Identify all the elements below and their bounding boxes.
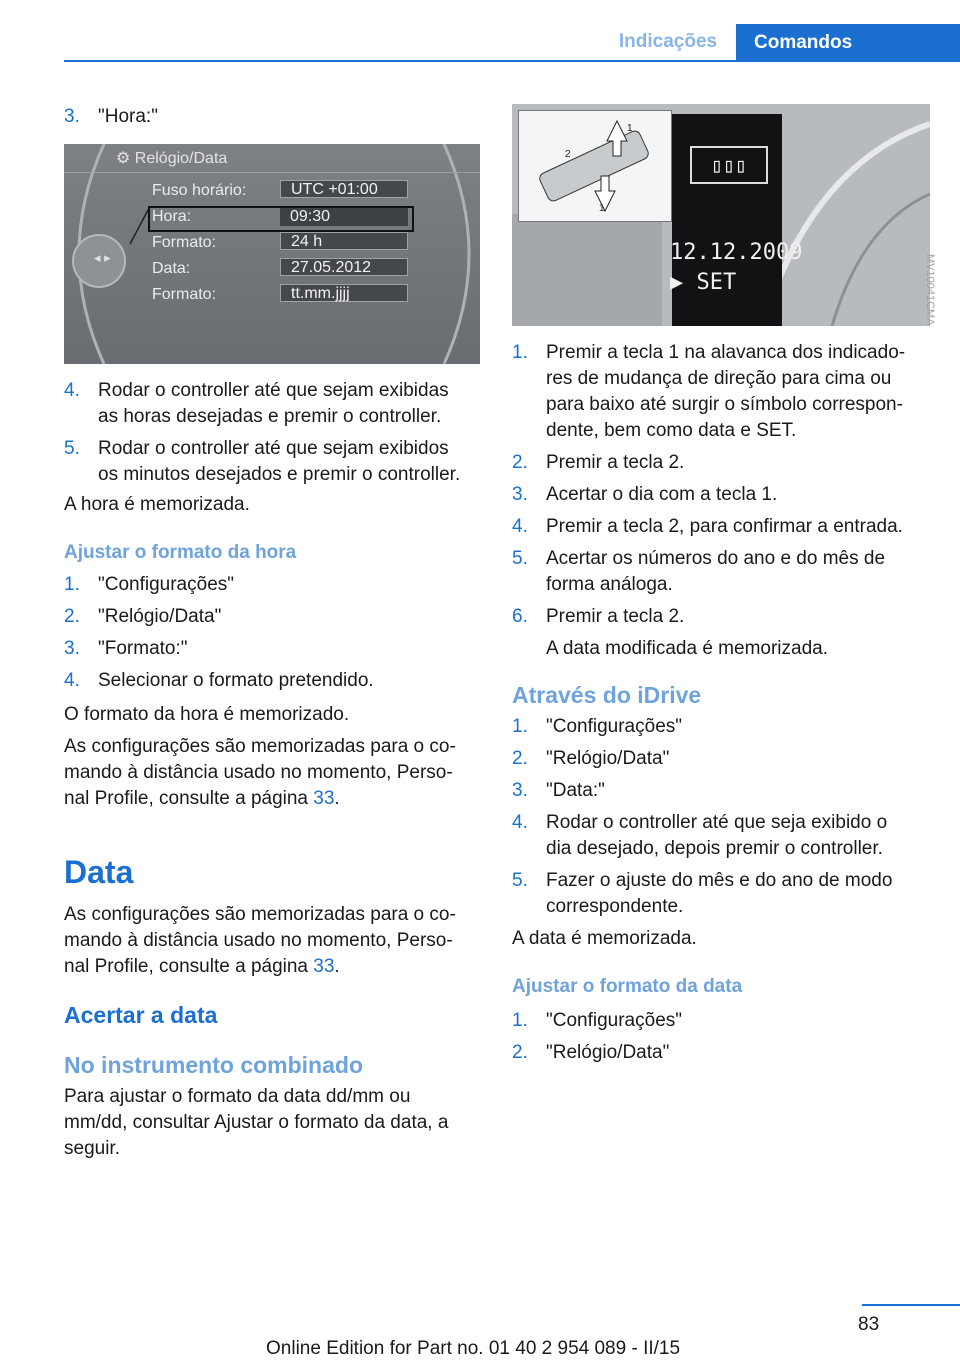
section-heading: Acertar a data [64, 1002, 218, 1028]
list-number: 4. [64, 380, 80, 401]
format-steps-list [64, 572, 484, 694]
memo-text: A hora é memorizada. [64, 494, 250, 515]
screen-title [116, 148, 227, 168]
list-item: 5. Acertar os números do ano e do mês de forma análoga. [512, 548, 886, 595]
idrive-screen-image [64, 144, 480, 364]
svg-text:2: 2 [565, 149, 571, 160]
list-item: 3. "Data:" [512, 780, 605, 801]
row-label: Data: [152, 260, 191, 277]
idrive-steps-list [512, 714, 932, 920]
paragraph: As configurações são memorizadas para o co- mando à distância usado no momento, Perso- nal Profile, consulte a página 33. [64, 904, 456, 977]
list-item: 5. Fazer o ajuste do mês e do ano de modo correspondente. [512, 870, 893, 917]
row-value: UTC +01:00 [280, 180, 408, 198]
row-value: 27.05.2012 [280, 258, 408, 276]
list-item: 1. "Configurações" [512, 1010, 683, 1031]
svg-text:1: 1 [627, 123, 633, 134]
edition-text: Online Edition for Part no. 01 40 2 954 089 - II/15 [266, 1338, 681, 1359]
tab-comandos[interactable]: Comandos [736, 24, 960, 62]
list-number: 3. [64, 106, 80, 127]
page-link[interactable]: 33 [313, 788, 335, 809]
row-value: 09:30 [280, 208, 408, 226]
row-value: tt.mm.jjjj [280, 284, 408, 302]
row-label: Formato: [152, 234, 217, 251]
cluster-date: 12.12.2009 [670, 240, 803, 265]
page-number: 83 [858, 1314, 880, 1335]
lever-inset [518, 110, 672, 222]
row-label: Hora: [152, 208, 192, 225]
list-item: 1. "Configurações" [512, 716, 683, 737]
list-number: 5. [64, 438, 80, 459]
divider [64, 172, 480, 173]
list-item: 3. Acertar o dia com a tecla 1. [512, 484, 778, 505]
svg-text:1: 1 [599, 203, 605, 214]
header-rule [64, 60, 960, 62]
cluster-set: ▶ SET [670, 270, 737, 295]
steps-list [64, 378, 484, 488]
list-item: 2. "Relógio/Data" [512, 1042, 670, 1063]
subsection-heading: No instrumento combinado [64, 1052, 363, 1078]
image-code: MV10041CMA [924, 254, 936, 326]
section-heading: Ajustar o formato da data [512, 976, 743, 997]
list-text: Rodar o controller até que sejam exibidas as horas desejadas e premir o controller. [98, 380, 449, 427]
row-value: 24 h [280, 232, 408, 250]
paragraph: As configurações são memorizadas para o co- mando à distância usado no momento, Perso- nal Profile, consulte a página 33. [64, 736, 456, 809]
list-item: 2. "Relógio/Data" [64, 606, 222, 627]
section-heading: Ajustar o formato da hora [64, 542, 297, 563]
list-item: 4. Premir a tecla 2, para confirmar a entrada. [512, 516, 903, 537]
play-arrow-icon: ▶ [670, 270, 697, 295]
list-text: Rodar o controller até que sejam exibidos os minutos desejados e premir o controller. [98, 438, 461, 485]
memo-text: O formato da hora é memorizado. [64, 704, 350, 725]
list-item [64, 436, 484, 488]
paragraph: Para ajustar o formato da data dd/mm ou mm/dd, consultar Ajustar o formato da data, a seguir. [64, 1086, 449, 1159]
list-item: 1. "Configurações" [64, 574, 235, 595]
list-item: 3. "Formato:" [64, 638, 188, 659]
row-label: Formato: [152, 286, 217, 303]
list-item [64, 104, 484, 130]
controller-arrows-icon: ◂ ▸ [94, 250, 111, 265]
footer-rule [862, 1304, 960, 1306]
tab-indicacoes[interactable]: Indicações [618, 31, 718, 52]
list-item: 4. Selecionar o formato pretendido. [64, 670, 374, 691]
section-heading: Através do iDrive [512, 682, 702, 708]
cluster-steps-list [512, 340, 932, 662]
list-item: 1. Premir a tecla 1 na alavanca dos indicado- res de mudança de direção para cima ou para baixo até surgir o símbolo correspon- dente, bem como data e SET. [512, 342, 906, 441]
screen-title-text: Relógio/Data [134, 150, 228, 167]
date-edit-icon: ▯▯▯ [690, 146, 768, 184]
list-item [64, 378, 484, 430]
gear-icon: ⚙ [116, 150, 131, 167]
chapter-heading: Data [64, 854, 134, 890]
list-text: "Hora:" [98, 106, 158, 127]
list-item: 2. Premir a tecla 2. [512, 452, 685, 473]
page-link[interactable]: 33 [313, 956, 335, 977]
row-label: Fuso horário: [152, 182, 247, 199]
date-format-steps-list [512, 1008, 932, 1066]
memo-text: A data é memorizada. [512, 928, 697, 949]
screen-bezel [64, 144, 480, 364]
list-item: 2. "Relógio/Data" [512, 748, 670, 769]
list-item: 6. Premir a tecla 2. A data modificada é memorizada. [512, 606, 828, 659]
instrument-cluster-image [512, 104, 930, 326]
turn-signal-lever-icon [519, 111, 671, 221]
list-item: 4. Rodar o controller até que seja exibido o dia desejado, depois premir o controller. [512, 812, 888, 859]
